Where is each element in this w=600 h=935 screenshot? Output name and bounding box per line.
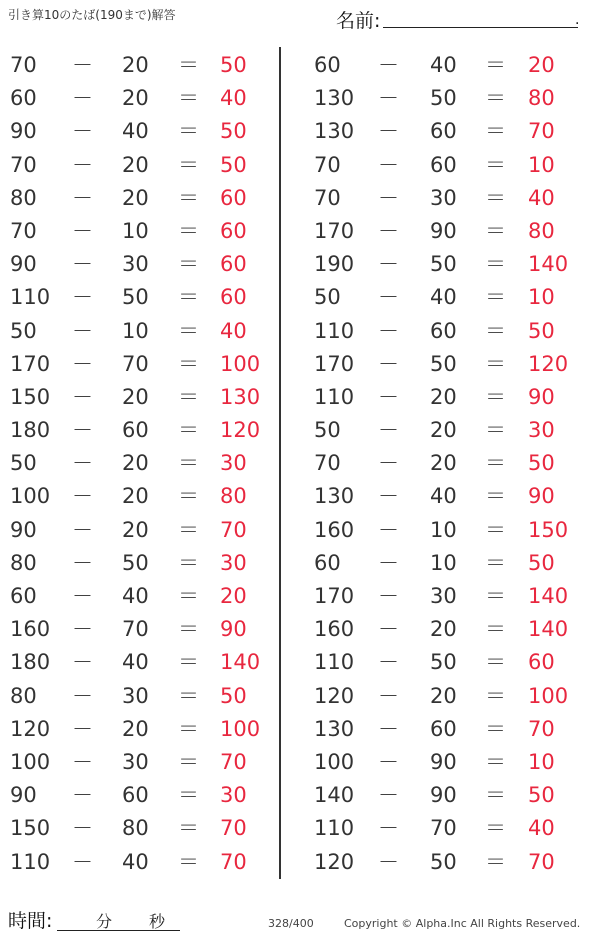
subtrahend: 70 — [122, 617, 149, 642]
minus-sign: － — [378, 252, 399, 277]
equals-sign: ＝ — [485, 584, 506, 608]
answer: 60 — [220, 285, 247, 310]
minuend: 130 — [314, 119, 355, 144]
equals-sign: ＝ — [178, 119, 199, 144]
equals-sign: ＝ — [178, 53, 199, 77]
minuend: 70 — [314, 451, 341, 476]
equals-sign: ＝ — [178, 783, 199, 808]
minus-sign: － — [378, 451, 399, 476]
subtrahend: 20 — [122, 86, 149, 111]
minus-sign: － — [72, 849, 93, 874]
answer: 70 — [220, 749, 247, 774]
minus-sign: － — [72, 252, 93, 277]
minus-sign: － — [378, 285, 399, 310]
answer: 50 — [220, 119, 247, 144]
answer: 50 — [528, 318, 555, 343]
subtrahend: 30 — [122, 749, 149, 774]
minuend: 50 — [314, 285, 341, 310]
subtrahend: 50 — [430, 650, 457, 675]
equals-sign: ＝ — [485, 285, 506, 310]
answer: 80 — [528, 86, 555, 111]
minuend: 70 — [10, 152, 37, 177]
subtrahend: 20 — [430, 683, 457, 708]
minus-sign: － — [72, 53, 93, 77]
subtrahend: 60 — [122, 418, 149, 443]
minus-sign: － — [72, 683, 93, 708]
minus-sign: － — [72, 418, 93, 443]
equals-sign: ＝ — [178, 384, 199, 409]
subtrahend: 20 — [122, 451, 149, 476]
minuend: 110 — [314, 384, 355, 409]
equals-sign: ＝ — [485, 716, 506, 741]
subtrahend: 60 — [122, 783, 149, 808]
subtrahend: 60 — [430, 716, 457, 741]
subtrahend: 20 — [430, 451, 457, 476]
minus-sign: － — [72, 384, 93, 409]
equals-sign: ＝ — [178, 550, 199, 575]
minuend: 80 — [10, 550, 37, 575]
subtrahend: 20 — [430, 384, 457, 409]
minus-sign: － — [72, 185, 93, 210]
answer: 90 — [528, 384, 555, 409]
minuend: 180 — [10, 650, 51, 675]
subtrahend: 50 — [430, 252, 457, 277]
answer: 40 — [220, 86, 247, 111]
minuend: 60 — [10, 584, 37, 608]
subtrahend: 70 — [122, 351, 149, 376]
equals-sign: ＝ — [178, 285, 199, 310]
minuend: 180 — [10, 418, 51, 443]
minus-sign: － — [72, 517, 93, 542]
equals-sign: ＝ — [485, 53, 506, 77]
minus-sign: － — [378, 816, 399, 841]
minuend: 160 — [314, 517, 355, 542]
answer: 10 — [528, 152, 555, 177]
equals-sign: ＝ — [485, 849, 506, 874]
equals-sign: ＝ — [178, 351, 199, 376]
minus-sign: － — [72, 218, 93, 243]
answer: 80 — [220, 484, 247, 509]
minus-sign: － — [72, 351, 93, 376]
answer: 50 — [220, 53, 247, 77]
minuend: 190 — [314, 252, 355, 277]
minus-sign: － — [72, 318, 93, 343]
minus-sign: － — [378, 716, 399, 741]
equals-sign: ＝ — [178, 650, 199, 675]
answer: 30 — [220, 451, 247, 476]
subtrahend: 90 — [430, 783, 457, 808]
subtrahend: 10 — [430, 550, 457, 575]
equals-sign: ＝ — [485, 517, 506, 542]
equals-sign: ＝ — [485, 617, 506, 642]
answer: 50 — [528, 451, 555, 476]
minuend: 60 — [10, 86, 37, 111]
equals-sign: ＝ — [178, 252, 199, 277]
subtrahend: 20 — [122, 384, 149, 409]
minutes-label: 分 — [96, 912, 113, 931]
equals-sign: ＝ — [178, 484, 199, 509]
answer: 50 — [528, 783, 555, 808]
subtrahend: 90 — [430, 749, 457, 774]
answer: 90 — [528, 484, 555, 509]
answer: 60 — [528, 650, 555, 675]
subtrahend: 20 — [430, 418, 457, 443]
subtrahend: 60 — [430, 318, 457, 343]
equals-sign: ＝ — [178, 418, 199, 443]
answer: 120 — [528, 351, 569, 376]
minuend: 120 — [314, 683, 355, 708]
answer: 50 — [220, 152, 247, 177]
answer: 100 — [220, 351, 261, 376]
answer: 40 — [528, 185, 555, 210]
equals-sign: ＝ — [178, 86, 199, 111]
minuend: 160 — [314, 617, 355, 642]
equals-sign: ＝ — [485, 152, 506, 177]
minus-sign: － — [378, 650, 399, 675]
minuend: 130 — [314, 484, 355, 509]
answer: 140 — [220, 650, 261, 675]
minuend: 120 — [10, 716, 51, 741]
minuend: 70 — [10, 218, 37, 243]
answer: 140 — [528, 252, 569, 277]
minus-sign: － — [72, 119, 93, 144]
answer: 70 — [528, 849, 555, 874]
subtrahend: 60 — [430, 119, 457, 144]
subtrahend: 20 — [122, 185, 149, 210]
answer: 40 — [528, 816, 555, 841]
name-label: 名前: — [336, 10, 381, 32]
equals-sign: ＝ — [178, 716, 199, 741]
minus-sign: － — [378, 384, 399, 409]
minus-sign: － — [72, 749, 93, 774]
subtrahend: 50 — [122, 285, 149, 310]
equals-sign: ＝ — [178, 451, 199, 476]
minus-sign: － — [378, 550, 399, 575]
equals-sign: ＝ — [178, 218, 199, 243]
equals-sign: ＝ — [485, 318, 506, 343]
subtrahend: 30 — [430, 584, 457, 608]
subtrahend: 90 — [430, 218, 457, 243]
subtrahend: 20 — [430, 617, 457, 642]
answer: 120 — [220, 418, 261, 443]
answer: 50 — [528, 550, 555, 575]
equals-sign: ＝ — [178, 318, 199, 343]
answer: 140 — [528, 584, 569, 608]
minuend: 90 — [10, 119, 37, 144]
minuend: 150 — [10, 816, 51, 841]
equals-sign: ＝ — [485, 650, 506, 675]
equals-sign: ＝ — [485, 86, 506, 111]
equals-sign: ＝ — [485, 351, 506, 376]
minus-sign: － — [378, 749, 399, 774]
answer: 10 — [528, 285, 555, 310]
answer: 30 — [220, 550, 247, 575]
minus-sign: － — [72, 783, 93, 808]
answer: 20 — [528, 53, 555, 77]
subtrahend: 40 — [430, 484, 457, 509]
equals-sign: ＝ — [178, 749, 199, 774]
minuend: 110 — [314, 318, 355, 343]
subtrahend: 20 — [122, 716, 149, 741]
minuend: 170 — [314, 584, 355, 608]
minuend: 110 — [314, 816, 355, 841]
minuend: 70 — [314, 152, 341, 177]
subtrahend: 10 — [430, 517, 457, 542]
minuend: 100 — [314, 749, 355, 774]
equals-sign: ＝ — [485, 550, 506, 575]
equals-sign: ＝ — [178, 816, 199, 841]
minus-sign: － — [72, 650, 93, 675]
answer: 150 — [528, 517, 569, 542]
minuend: 60 — [314, 550, 341, 575]
minus-sign: － — [378, 152, 399, 177]
minus-sign: － — [72, 451, 93, 476]
minuend: 130 — [314, 86, 355, 111]
answer: 130 — [220, 384, 261, 409]
minuend: 80 — [10, 683, 37, 708]
answer: 100 — [220, 716, 261, 741]
page-number: 328/400 — [268, 917, 314, 930]
minuend: 70 — [314, 185, 341, 210]
answer: 80 — [528, 218, 555, 243]
subtrahend: 20 — [122, 484, 149, 509]
minus-sign: － — [378, 849, 399, 874]
subtrahend: 40 — [122, 650, 149, 675]
equals-sign: ＝ — [178, 849, 199, 874]
equals-sign: ＝ — [485, 816, 506, 841]
minus-sign: － — [378, 484, 399, 509]
subtrahend: 40 — [430, 53, 457, 77]
subtrahend: 30 — [430, 185, 457, 210]
answer: 70 — [220, 517, 247, 542]
minus-sign: － — [378, 783, 399, 808]
equals-sign: ＝ — [485, 252, 506, 277]
minuend: 90 — [10, 252, 37, 277]
minuend: 50 — [314, 418, 341, 443]
minuend: 120 — [314, 849, 355, 874]
time-label: 時間: — [8, 910, 53, 932]
minuend: 110 — [314, 650, 355, 675]
equals-sign: ＝ — [485, 451, 506, 476]
subtrahend: 40 — [122, 849, 149, 874]
minuend: 100 — [10, 749, 51, 774]
minuend: 170 — [10, 351, 51, 376]
minus-sign: － — [378, 617, 399, 642]
minuend: 110 — [10, 849, 51, 874]
minuend: 70 — [10, 53, 37, 77]
equals-sign: ＝ — [485, 384, 506, 409]
equals-sign: ＝ — [485, 484, 506, 509]
equals-sign: ＝ — [485, 749, 506, 774]
minuend: 80 — [10, 185, 37, 210]
minus-sign: － — [378, 418, 399, 443]
minus-sign: － — [72, 550, 93, 575]
answer: 60 — [220, 185, 247, 210]
minus-sign: － — [378, 119, 399, 144]
subtrahend: 40 — [122, 119, 149, 144]
subtrahend: 80 — [122, 816, 149, 841]
answer: 30 — [528, 418, 555, 443]
answer: 70 — [528, 716, 555, 741]
answer: 70 — [528, 119, 555, 144]
minus-sign: － — [378, 53, 399, 77]
answer: 30 — [220, 783, 247, 808]
answer: 50 — [220, 683, 247, 708]
copyright-notice: Copyright © Alpha.Inc All Rights Reserved. — [344, 917, 581, 930]
minus-sign: － — [378, 683, 399, 708]
subtrahend: 50 — [122, 550, 149, 575]
minuend: 100 — [10, 484, 51, 509]
minus-sign: － — [72, 816, 93, 841]
minus-sign: － — [72, 484, 93, 509]
column-divider — [279, 47, 281, 879]
subtrahend: 40 — [122, 584, 149, 608]
minus-sign: － — [378, 517, 399, 542]
equals-sign: ＝ — [178, 152, 199, 177]
answer: 20 — [220, 584, 247, 608]
subtrahend: 50 — [430, 849, 457, 874]
minus-sign: － — [72, 152, 93, 177]
answer: 90 — [220, 617, 247, 642]
equals-sign: ＝ — [178, 584, 199, 608]
answer: 60 — [220, 252, 247, 277]
subtrahend: 10 — [122, 218, 149, 243]
minuend: 60 — [314, 53, 341, 77]
subtrahend: 40 — [430, 285, 457, 310]
minus-sign: － — [72, 716, 93, 741]
equals-sign: ＝ — [178, 617, 199, 642]
seconds-label: 秒 — [149, 912, 166, 931]
subtrahend: 10 — [122, 318, 149, 343]
answer: 100 — [528, 683, 569, 708]
subtrahend: 30 — [122, 683, 149, 708]
minus-sign: － — [72, 617, 93, 642]
subtrahend: 50 — [430, 351, 457, 376]
equals-sign: ＝ — [485, 185, 506, 210]
minuend: 160 — [10, 617, 51, 642]
minuend: 130 — [314, 716, 355, 741]
answer: 40 — [220, 318, 247, 343]
equals-sign: ＝ — [485, 418, 506, 443]
subtrahend: 20 — [122, 517, 149, 542]
equals-sign: ＝ — [485, 119, 506, 144]
equals-sign: ＝ — [178, 517, 199, 542]
minus-sign: － — [378, 351, 399, 376]
name-field-line[interactable] — [383, 27, 578, 28]
minus-sign: － — [378, 584, 399, 608]
subtrahend: 20 — [122, 53, 149, 77]
subtrahend: 70 — [430, 816, 457, 841]
answer: 140 — [528, 617, 569, 642]
answer: 60 — [220, 218, 247, 243]
equals-sign: ＝ — [485, 783, 506, 808]
worksheet-title: 引き算10のたば(190まで)解答 — [8, 8, 176, 22]
subtrahend: 50 — [430, 86, 457, 111]
subtrahend: 60 — [430, 152, 457, 177]
subtrahend: 20 — [122, 152, 149, 177]
minus-sign: － — [378, 218, 399, 243]
minus-sign: － — [378, 86, 399, 111]
minuend: 170 — [314, 351, 355, 376]
name-field-end: . — [575, 12, 580, 28]
minuend: 110 — [10, 285, 51, 310]
minuend: 170 — [314, 218, 355, 243]
answer: 70 — [220, 849, 247, 874]
minuend: 150 — [10, 384, 51, 409]
minus-sign: － — [378, 318, 399, 343]
minuend: 140 — [314, 783, 355, 808]
subtrahend: 30 — [122, 252, 149, 277]
equals-sign: ＝ — [178, 185, 199, 210]
minus-sign: － — [72, 285, 93, 310]
equals-sign: ＝ — [178, 683, 199, 708]
minuend: 90 — [10, 517, 37, 542]
equals-sign: ＝ — [485, 218, 506, 243]
answer: 70 — [220, 816, 247, 841]
answer: 10 — [528, 749, 555, 774]
minuend: 50 — [10, 451, 37, 476]
minuend: 90 — [10, 783, 37, 808]
minus-sign: － — [378, 185, 399, 210]
minuend: 50 — [10, 318, 37, 343]
minus-sign: － — [72, 86, 93, 111]
minus-sign: － — [72, 584, 93, 608]
equals-sign: ＝ — [485, 683, 506, 708]
